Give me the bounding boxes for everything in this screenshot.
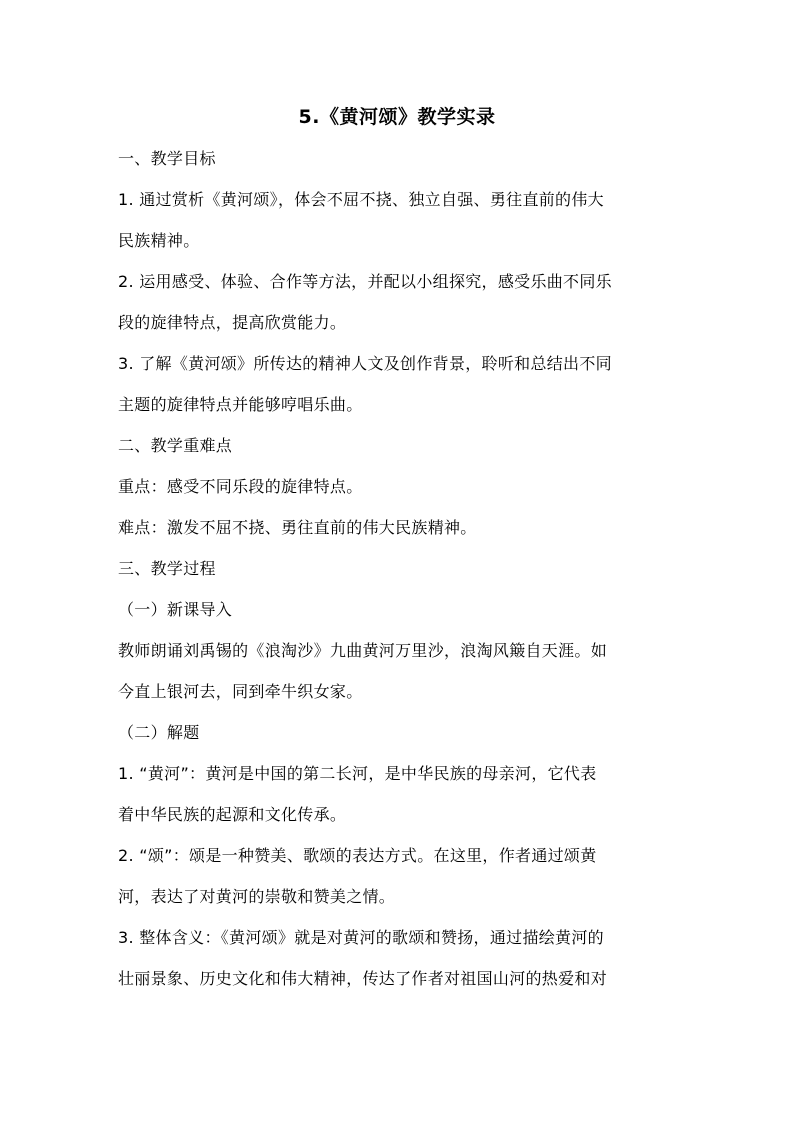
explanation-2-line-2: 河，表达了对黄河的崇敬和赞美之情。 [118,887,396,906]
section-heading-objectives: 一、教学目标 [118,149,216,168]
key-point-text: 重点：感受不同乐段的旋律特点。 [118,477,363,496]
subsection-heading-intro: （一）新课导入 [118,600,233,619]
intro-paragraph-line-1: 教师朗诵刘禹锡的《浪淘沙》九曲黄河万里沙，浪淘风簸自天涯。如 [118,641,608,660]
objective-3-line-1: 3. 了解《黄河颂》所传达的精神人文及创作背景，聆听和总结出不同 [118,354,612,373]
explanation-3-line-1: 3. 整体含义：《黄河颂》就是对黄河的歌颂和赞扬，通过描绘黄河的 [118,928,604,947]
explanation-1-line-1: 1. “黄河”：黄河是中国的第二长河，是中华民族的母亲河，它代表 [118,764,597,783]
document-title: 5.《黄河颂》教学实录 [298,106,496,128]
objective-3-line-2: 主题的旋律特点并能够哼唱乐曲。 [118,395,363,414]
objective-1-line-2: 民族精神。 [118,231,200,250]
intro-paragraph-line-2: 今直上银河去，同到牵牛织女家。 [118,682,363,701]
difficult-point-text: 难点：激发不屈不挠、勇往直前的伟大民族精神。 [118,518,477,537]
section-heading-key-points: 二、教学重难点 [118,436,233,455]
section-heading-process: 三、教学过程 [118,559,216,578]
subsection-heading-title-explanation: （二）解题 [118,723,200,742]
objective-2-line-2: 段的旋律特点，提高欣赏能力。 [118,313,347,332]
objective-2-line-1: 2. 运用感受、体验、合作等方法，并配以小组探究，感受乐曲不同乐 [118,272,612,291]
explanation-1-line-2: 着中华民族的起源和文化传承。 [118,805,347,824]
objective-1-line-1: 1. 通过赏析《黄河颂》，体会不屈不挠、独立自强、勇往直前的伟大 [118,190,604,209]
explanation-2-line-1: 2. “颂”：颂是一种赞美、歌颂的表达方式。在这里，作者通过颂黄 [118,846,597,865]
explanation-3-line-2: 壮丽景象、历史文化和伟大精神，传达了作者对祖国山河的热爱和对 [118,969,608,988]
